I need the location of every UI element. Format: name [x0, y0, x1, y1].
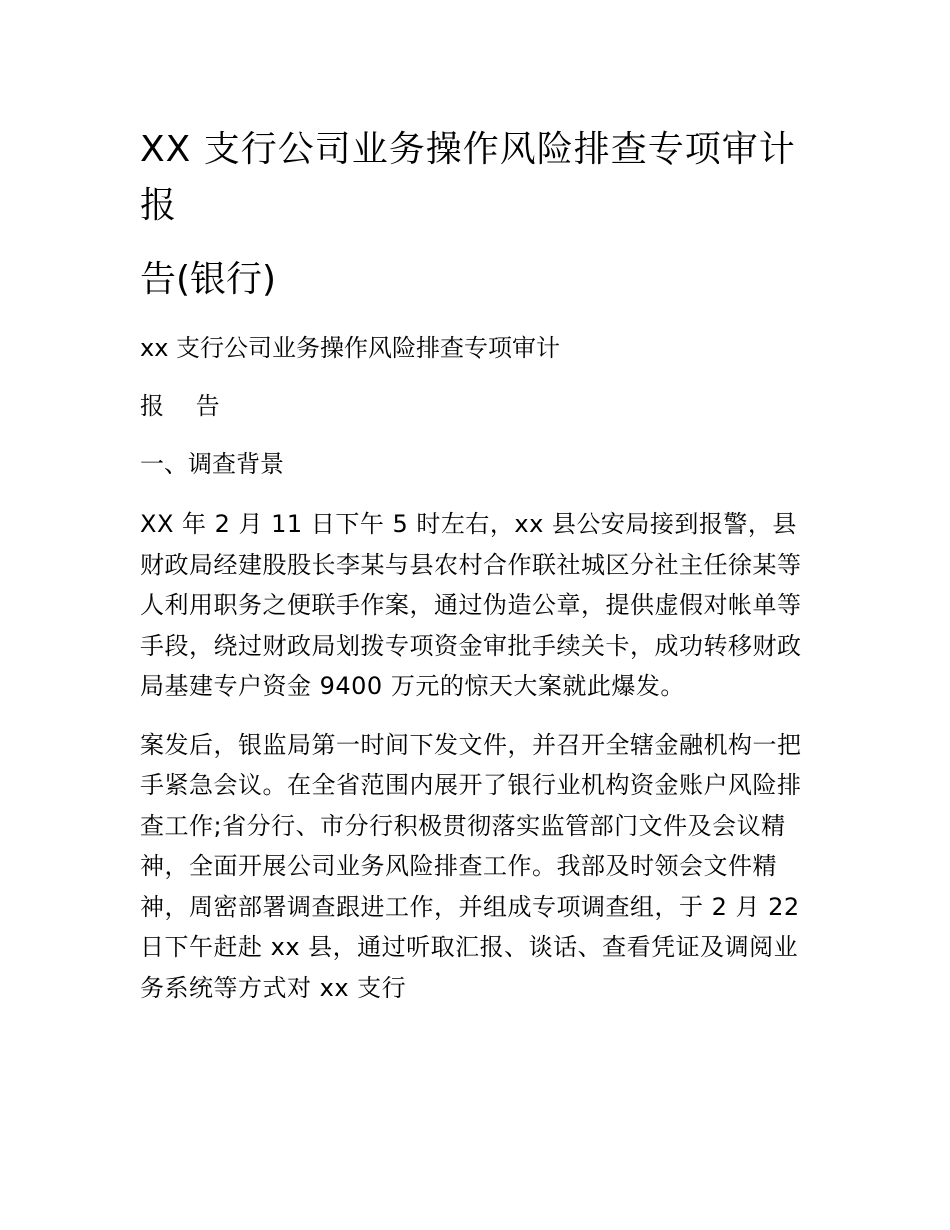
section-heading: 一、调查背景 — [140, 450, 284, 478]
document-title: XX 支行公司业务操作风险排查专项审计报 — [140, 129, 796, 226]
report-label: 报 告 — [140, 392, 232, 420]
paragraph-2: 案发后，银监局第一时间下发文件，并召开全辖金融机构一把手紧急会议。在全省范围内展开了银行业机构资金账户风险排查工作;省分行、市分行积极贯彻落实监管部门文件及会议精神，全面开展公司业务风险排查工作。我部及时领会文件精神，周密部署调查跟进工作，并组成专项调查组，于 2 月 22 日下午赶赴 xx 县，通过听取汇报、谈话、查看凭证及调阅业务系统等方式对 xx 支行 — [140, 730, 802, 1002]
document-title-continuation: 告(银行) — [140, 259, 277, 300]
paragraph-1: XX 年 2 月 11 日下午 5 时左右，xx 县公安局接到报警，县财政局经建股股长李某与县农村合作联社城区分社主任徐某等人利用职务之便联手作案，通过伪造公章，提供虚假对帐单等手段，绕过财政局划拨专项资金审批手续关卡，成功转移财政局基建专户资金 9400 万元的惊天大案就此爆发。 — [140, 510, 802, 700]
document-subtitle: xx 支行公司业务操作风险排查专项审计 — [140, 334, 561, 362]
document-body — [140, 122, 810, 1008]
